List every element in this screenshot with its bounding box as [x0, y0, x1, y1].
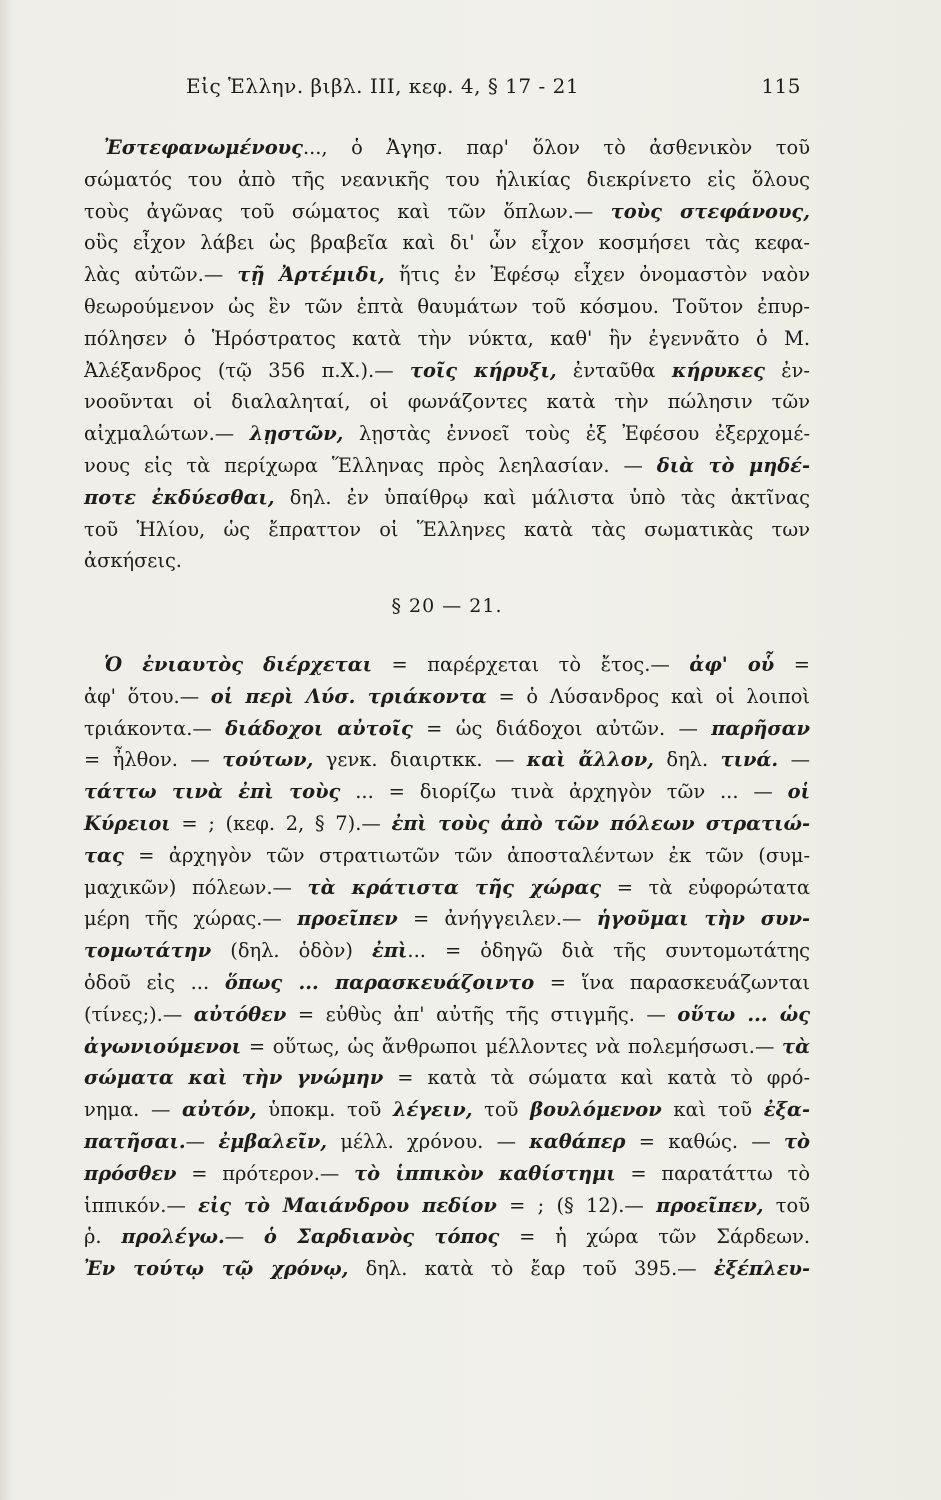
gloss-text: μέρη τῆς χώρας.—	[84, 907, 298, 931]
gloss-text: = τὰ εὐφορώτατα	[601, 875, 811, 899]
gloss-text: = ἵνα παρασκευάζωνται	[534, 970, 810, 994]
text-line	[84, 1094, 810, 1126]
gloss-text: ἐνταῦθα	[556, 358, 672, 382]
gloss-text: = ἡ χώρα τῶν Σάρδεων.	[499, 1225, 810, 1249]
lemma-text: καὶ ἄλλον,	[526, 748, 654, 772]
gloss-text: = ; (§ 12).—	[496, 1193, 657, 1217]
gloss-text: μαχικῶν) πόλεων.—	[84, 875, 308, 899]
lemma-text: τούτων,	[222, 748, 314, 772]
gloss-text: = ἀρχηγὸν τῶν στρατιωτῶν τῶν ἀποσταλέντων ἐκ τῶν (συμ-	[123, 843, 810, 867]
text-line	[84, 132, 810, 164]
text-line	[84, 776, 810, 808]
text-line	[84, 967, 810, 999]
lemma-text: λῃστῶν,	[249, 422, 344, 446]
commentary-block-1	[84, 132, 810, 577]
lemma-text: τοῖς κήρυξι,	[409, 358, 557, 382]
gloss-text: = ἀνήγγειλεν.—	[397, 907, 597, 931]
text-line	[84, 1031, 810, 1063]
lemma-text: πατῆσαι.	[84, 1129, 186, 1153]
gloss-text: οὓς εἶχον λάβει ὡς βραβεῖα καὶ δι' ὧν εἶχον κοσμήσει τὰς κεφα-	[84, 231, 810, 255]
lemma-text: οἱ	[787, 780, 810, 804]
lemma-text: προλέγω.	[121, 1225, 225, 1249]
text-line	[84, 227, 810, 259]
gloss-text: = παρέρχεται τὸ ἔτος.—	[372, 652, 690, 676]
lemma-text: βουλόμενον	[530, 1098, 662, 1122]
gloss-text: ... = διορίζω τινὰ ἀρχηγὸν τῶν ... —	[340, 780, 788, 804]
gloss-text: = πρότερον.—	[176, 1161, 355, 1185]
gloss-text: = κατὰ τὰ σώματα καὶ κατὰ τὸ φρό-	[383, 1066, 811, 1090]
text-line	[84, 1062, 810, 1094]
gloss-text: λὰς αὐτῶν.—	[84, 263, 238, 287]
lemma-text: τοὺς στεφάνους,	[610, 199, 810, 223]
page-number: 115	[761, 74, 801, 98]
gloss-text: γενκ. διαιρτκκ. —	[313, 748, 527, 772]
text-line	[84, 291, 810, 323]
lemma-text: τὸ	[783, 1129, 810, 1153]
gloss-text: ἱππικόν.—	[84, 1193, 199, 1217]
gloss-text: = καθώς. —	[625, 1129, 784, 1153]
gloss-text: πόλησεν ὁ Ἡρόστρατος κατὰ τὴν νύκτα, καθ' ἣν ἐγεννᾶτο ὁ Μ.	[84, 326, 810, 350]
text-line	[84, 196, 810, 228]
gloss-text: = ὡς διάδοχοι αὐτῶν. —	[412, 716, 712, 740]
lemma-text: διάδοχοι αὐτοῖς	[225, 716, 413, 740]
text-line	[84, 681, 810, 713]
text-line	[84, 1126, 810, 1158]
gloss-text: θεωρούμενον ὡς ἓν τῶν ἑπτὰ θαυμάτων τοῦ κόσμου. Τοῦτον ἐπυρ-	[84, 294, 810, 318]
lemma-text: Ἐν τούτῳ τῷ χρόνῳ,	[84, 1257, 349, 1281]
lemma-text: ἀγωνιούμενοι	[84, 1034, 242, 1058]
lemma-text: ἐξα-	[763, 1098, 810, 1122]
text-line	[84, 482, 810, 514]
text-line	[84, 259, 810, 291]
lemma-text: τομωτάτην	[84, 939, 212, 963]
lemma-text: τὸ ἱππικὸν καθίστημι	[354, 1161, 616, 1185]
lemma-text: ἐμβαλεῖν,	[218, 1129, 328, 1153]
lemma-text: κήρυκες	[671, 358, 765, 382]
gloss-text: =	[774, 652, 810, 676]
lemma-text: καθάπερ	[529, 1129, 626, 1153]
text-line	[84, 840, 810, 872]
lemma-text: Ἐστεφανωμένους	[104, 136, 303, 159]
lemma-text: αὐτόν,	[182, 1098, 257, 1122]
lemma-text: τάττω τινὰ ἐπὶ τοὺς	[84, 780, 341, 804]
gloss-text: ἐν-	[764, 358, 810, 382]
text-line	[84, 545, 810, 577]
gloss-text: ἀσκήσεις.	[84, 549, 182, 573]
gloss-text: τοῦ	[763, 1193, 811, 1217]
gloss-text: ..., ὁ Ἀγησ. παρ' ὅλον τὸ ἀσθενικὸν τοῦ	[302, 136, 810, 159]
lemma-text: τῇ Ἀρτέμιδι,	[237, 263, 385, 287]
text-line	[84, 386, 810, 418]
gloss-text: ... = ὁδηγῶ διὰ τῆς συντομωτάτης	[407, 939, 810, 963]
text-line	[84, 323, 810, 355]
text-line	[84, 1221, 810, 1253]
lemma-text: ἡγοῦμαι τὴν συν-	[596, 907, 810, 931]
gloss-text: ῥ.	[84, 1225, 122, 1249]
gloss-text: = εὐθὺς ἀπ' αὐτῆς τῆς στιγμῆς. —	[286, 1002, 678, 1026]
running-head-title: Εἰς Ἑλλην. βιβλ. III, κεφ. 4, § 17 - 21	[186, 74, 580, 98]
lemma-text: πρόσθεν	[84, 1161, 177, 1185]
gloss-text: ὑποκμ. τοῦ	[256, 1098, 393, 1122]
gloss-text: ἥτις ἐν Ἐφέσῳ εἶχεν ὀνομαστὸν ναὸν	[384, 263, 810, 287]
text-line	[84, 1253, 810, 1285]
gloss-text: = ; (κεφ. 2, § 7).—	[170, 811, 392, 835]
text-line	[84, 903, 810, 935]
gloss-text: τριάκοντα.—	[84, 716, 226, 740]
lemma-text: προεῖπεν,	[656, 1193, 764, 1217]
lemma-text: ὅπως ... παρασκευάζοιντο	[224, 970, 535, 994]
text-line	[84, 355, 810, 387]
lemma-text: λέγειν,	[392, 1098, 473, 1122]
lemma-text: ἐπὶ	[372, 939, 408, 963]
gloss-text: (τίνες;).—	[84, 1002, 194, 1026]
text-line	[84, 1158, 810, 1190]
text-line	[84, 999, 810, 1031]
gloss-text: λῃστὰς ἐννοεῖ τοὺς ἐξ Ἐφέσου ἐξερχομέ-	[343, 422, 810, 446]
gloss-text: αἰχμαλώτων.—	[84, 422, 250, 446]
text-line	[84, 649, 810, 681]
gloss-text: σώματός του ἀπὸ τῆς νεανικῆς του ἡλικίας διεκρίνετο εἰς ὅλους	[84, 167, 810, 191]
gloss-text: μέλλ. χρόνου. —	[327, 1129, 530, 1153]
text-line	[84, 418, 810, 450]
lemma-text: τινά.	[720, 748, 779, 772]
lemma-text: διὰ τὸ μηδέ-	[656, 453, 811, 477]
lemma-text: ἀφ' οὗ	[689, 652, 775, 676]
gloss-text: τοὺς ἀγῶνας τοῦ σώματος καὶ τῶν ὅπλων.—	[84, 199, 611, 223]
lemma-text: ἐπὶ τοὺς ἀπὸ τῶν πόλεων στρατιώ-	[391, 811, 810, 835]
gloss-text: δηλ. ἐν ὑπαίθρῳ καὶ μάλιστα ὑπὸ τὰς ἀκτῖνας	[274, 485, 811, 509]
lemma-text: τας	[84, 843, 124, 867]
text-line	[84, 450, 810, 482]
gloss-text: = οὕτως, ὡς ἄνθρωποι μέλλοντες νὰ πολεμήσωσι.—	[241, 1034, 783, 1058]
text-line	[84, 744, 810, 776]
gloss-text: ἀφ' ὅτου.—	[84, 684, 211, 708]
lemma-text: προεῖπεν	[297, 907, 398, 931]
commentary-block-2	[84, 649, 810, 1285]
lemma-text: παρῆσαν	[711, 716, 810, 740]
gloss-text: —	[224, 1225, 264, 1249]
text-line	[84, 935, 810, 967]
gloss-text: τοῦ	[472, 1098, 531, 1122]
lemma-text: Ὁ ἐνιαυτὸς διέρχεται	[104, 652, 372, 676]
lemma-text: αὐτόθεν	[193, 1002, 287, 1026]
gloss-text: δηλ.	[653, 748, 721, 772]
lemma-text: ὁ Σαρδιανὸς τόπος	[263, 1225, 500, 1249]
gloss-text: = ἦλθον. —	[84, 748, 223, 772]
text-line	[84, 808, 810, 840]
gloss-text: = παρατάττω τὸ	[615, 1161, 811, 1185]
lemma-text: οἱ περὶ Λύσ. τριάκοντα	[210, 684, 487, 708]
gloss-text: (δηλ. ὁδὸν)	[211, 939, 373, 963]
lemma-text: τὰ	[782, 1034, 810, 1058]
lemma-text: ἐξέπλευ-	[713, 1257, 810, 1281]
gloss-text: δηλ. κατὰ τὸ ἔαρ τοῦ 395.—	[348, 1257, 714, 1281]
running-head	[88, 74, 801, 98]
gloss-text: Ἀλέξανδρος (τῷ 356 π.Χ.).—	[84, 358, 410, 382]
section-heading: § 20 — 21.	[391, 595, 503, 618]
gloss-text: —	[185, 1129, 219, 1153]
gloss-text: νημα. —	[84, 1098, 183, 1122]
gloss-text: νοοῦνται οἱ διαλαληταί, οἱ φωνάζοντες κατὰ τὴν πώλησιν τῶν	[84, 390, 810, 414]
gloss-text: τοῦ Ἡλίου, ὡς ἔπραττον οἱ Ἕλληνες κατὰ τὰς σωματικὰς των	[84, 517, 810, 541]
gloss-text: = ὁ Λύσανδρος καὶ οἱ λοιποὶ	[486, 684, 810, 708]
text-line	[84, 1190, 810, 1222]
text-line	[84, 164, 810, 196]
gloss-text: —	[778, 748, 811, 772]
lemma-text: Κύρειοι	[84, 811, 171, 835]
lemma-text: εἰς τὸ Μαιάνδρου πεδίον	[198, 1193, 497, 1217]
lemma-text: ποτε ἐκδύεσθαι,	[84, 485, 275, 509]
text-line	[84, 713, 810, 745]
gloss-text: νους εἰς τὰ περίχωρα Ἕλληνας πρὸς λεηλασίαν. —	[84, 453, 657, 477]
text-line	[84, 872, 810, 904]
lemma-text: σώματα καὶ τὴν γνώμην	[84, 1066, 384, 1090]
gloss-text: καὶ τοῦ	[661, 1098, 764, 1122]
lemma-text: οὕτω ... ὡς	[677, 1002, 811, 1026]
gloss-text: ὁδοῦ εἰς ...	[84, 970, 225, 994]
text-line	[84, 514, 810, 546]
commentary-text	[84, 132, 810, 1285]
lemma-text: τὰ κράτιστα τῆς χώρας	[307, 875, 602, 899]
